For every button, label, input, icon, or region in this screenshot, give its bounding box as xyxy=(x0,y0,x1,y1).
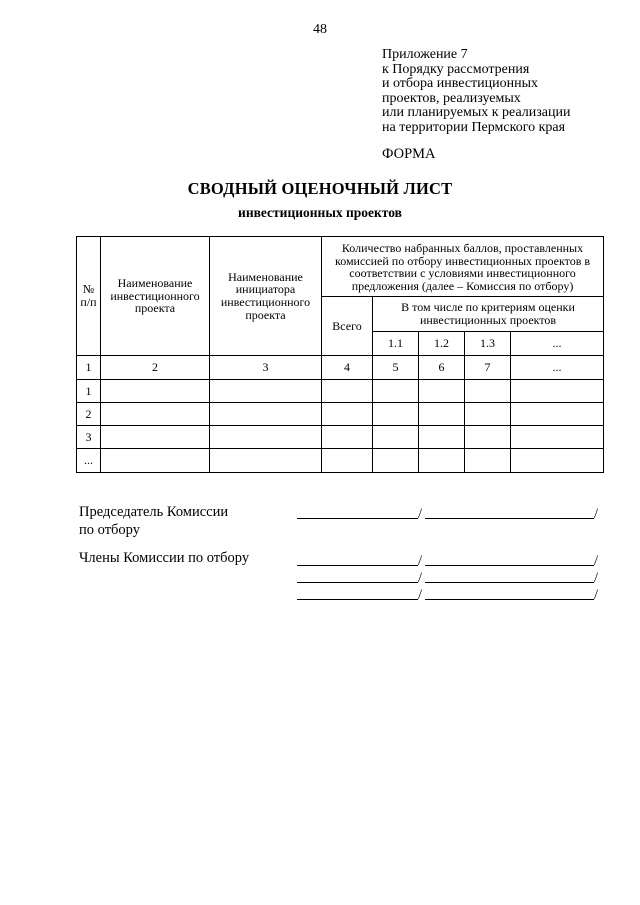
appendix-line: проектов, реализуемых xyxy=(382,90,521,106)
header-score-group: Количество набранных баллов, проставленных комиссией по отбору инвестиционных проектов в соответствии с условиями инвестиционного предложения (далее – Комиссия по отбору) xyxy=(322,237,604,297)
separator: / xyxy=(418,506,423,522)
separator: / xyxy=(418,553,423,569)
header-criterion: 1.2 xyxy=(419,332,465,356)
appendix-line: на территории Пермского края xyxy=(382,119,566,135)
column-number: 3 xyxy=(210,356,322,380)
column-number: 6 xyxy=(419,356,465,380)
column-number: 1 xyxy=(77,356,101,380)
row-number: 1 xyxy=(77,380,101,403)
header-project-name: Наименование инвестиционного проекта xyxy=(101,237,210,356)
page-number: 48 xyxy=(313,22,327,37)
row-number: ... xyxy=(77,449,101,473)
column-number: ... xyxy=(511,356,604,380)
header-total: Всего xyxy=(322,297,373,356)
header-criterion: 1.3 xyxy=(465,332,511,356)
column-number: 2 xyxy=(101,356,210,380)
separator: / xyxy=(594,587,599,603)
header-criteria-group: В том числе по критериям оценки инвестиционных проектов xyxy=(373,297,604,332)
separator: / xyxy=(594,506,599,522)
appendix-line: или планируемых к реализации xyxy=(382,105,571,121)
header-criterion: ... xyxy=(511,332,604,356)
form-label: ФОРМА xyxy=(382,146,436,162)
column-number: 5 xyxy=(373,356,419,380)
row-number: 2 xyxy=(77,403,101,426)
members-label: Члены Комиссии по отбору xyxy=(79,550,250,566)
appendix-line: и отбора инвестиционных xyxy=(382,76,539,92)
appendix-line: к Порядку рассмотрения xyxy=(382,61,530,77)
document-subtitle: инвестиционных проектов xyxy=(238,205,402,220)
header-initiator-name: Наименование инициатора инвестиционного проекта xyxy=(210,237,322,356)
column-number: 7 xyxy=(465,356,511,380)
chairman-label-line: по отбору xyxy=(79,522,140,538)
header-num: № п/п xyxy=(77,237,101,356)
separator: / xyxy=(418,570,423,586)
document-title: СВОДНЫЙ ОЦЕНОЧНЫЙ ЛИСТ xyxy=(187,179,453,198)
separator: / xyxy=(594,553,599,569)
column-number: 4 xyxy=(322,356,373,380)
separator: / xyxy=(594,570,599,586)
row-number: 3 xyxy=(77,426,101,449)
separator: / xyxy=(418,587,423,603)
appendix-line: Приложение 7 xyxy=(382,47,468,62)
chairman-label-line: Председатель Комиссии xyxy=(79,504,229,520)
header-criterion: 1.1 xyxy=(373,332,419,356)
